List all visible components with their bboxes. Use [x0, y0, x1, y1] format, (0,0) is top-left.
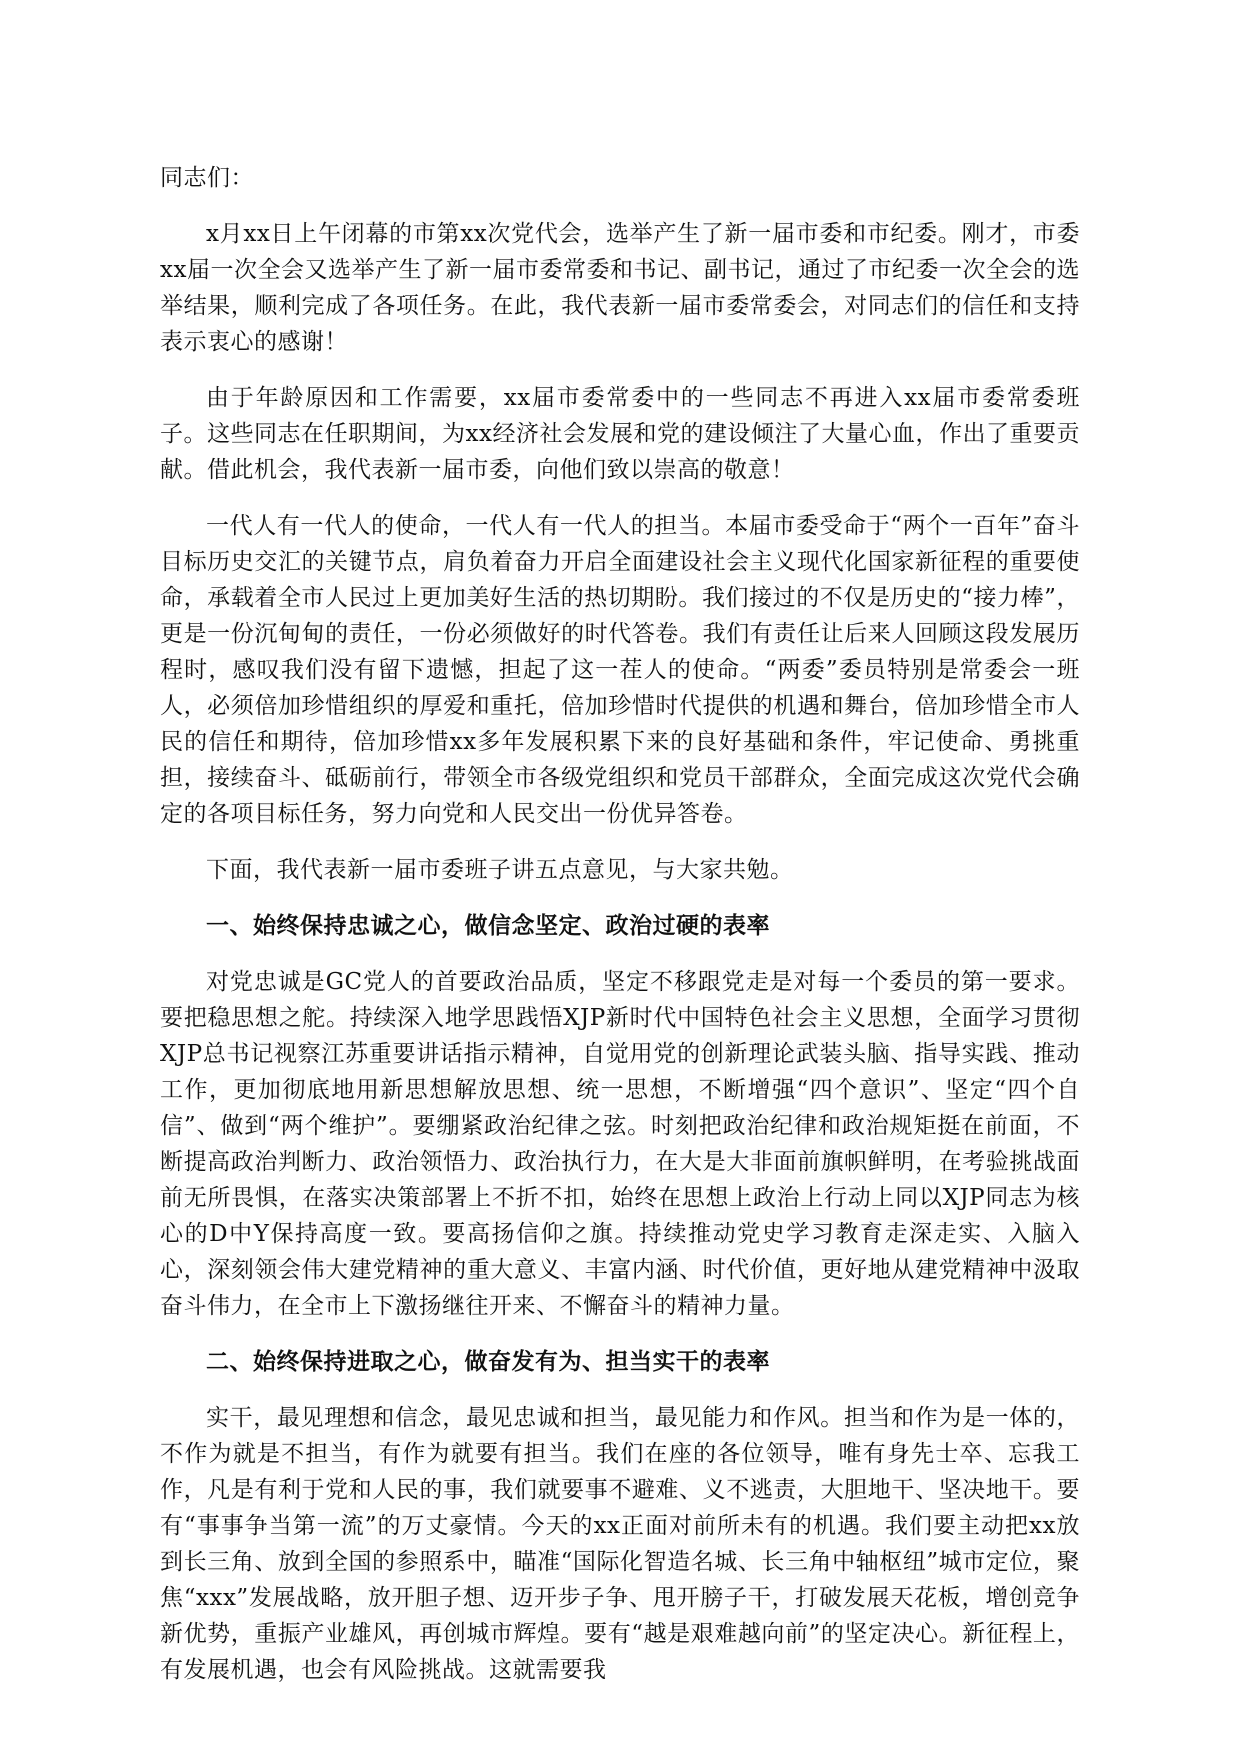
salutation: 同志们： — [160, 165, 254, 191]
paragraph-tribute: 由于年龄原因和工作需要，xx届市委常委中的一些同志不再进入xx届市委常委班子。这些同志在任职期间，为xx经济社会发展和党的建设倾注了大量心血，作出了重要贡献。借此机会，我代表新一届市委，向他们致以崇高的敬意！ — [160, 385, 1080, 483]
section-body-2: 实干，最见理想和信念，最见忠诚和担当，最见能力和作风。担当和作为是一体的，不作为就是不担当，有作为就要有担当。我们在座的各位领导，唯有身先士卒、忘我工作，凡是有利于党和人民的事，我们就要事不避难、义不逃责，大胆地干、坚决地干。要有“事事争当第一流”的万丈豪情。今天的xx正面对前所未有的机遇。我们要主动把xx放到长三角、放到全国的参照系中，瞄准“国际化智造名城、长三角中轴枢纽”城市定位，聚焦“xxx”发展战略，放开胆子想、迈开步子争、甩开膀子干，打破发展天花板，增创竞争新优势，重振产业雄风，再创城市辉煌。要有“越是艰难越向前”的坚定决心。新征程上，有发展机遇，也会有风险挑战。这就需要我 — [160, 1405, 1080, 1683]
section-heading-1: 一、始终保持忠诚之心，做信念坚定、政治过硬的表率 — [206, 912, 770, 939]
speech-body — [160, 160, 1080, 1708]
paragraph-opening: x月xx日上午闭幕的市第xx次党代会，选举产生了新一届市委和市纪委。刚才，市委xx届一次全会又选举产生了新一届市委常委和书记、副书记，通过了市纪委一次全会的选举结果，顺利完成了各项任务。在此，我代表新一届市委常委会，对同志们的信任和支持表示衷心的感谢！ — [160, 221, 1080, 355]
section-heading-2: 二、始终保持进取之心，做奋发有为、担当实干的表率 — [206, 1348, 770, 1375]
paragraph-intro-points: 下面，我代表新一届市委班子讲五点意见，与大家共勉。 — [206, 857, 794, 883]
section-body-1: 对党忠诚是GC党人的首要政治品质，坚定不移跟党走是对每一个委员的第一要求。要把稳思想之舵。持续深入地学思践悟XJP新时代中国特色社会主义思想，全面学习贯彻XJP总书记视察江苏重要讲话指示精神，自觉用党的创新理论武装头脑、指导实践、推动工作，更加彻底地用新思想解放思想、统一思想，不断增强“四个意识”、坚定“四个自信”、做到“两个维护”。要绷紧政治纪律之弦。时刻把政治纪律和政治规矩挺在前面，不断提高政治判断力、政治领悟力、政治执行力，在大是大非面前旗帜鲜明，在考验挑战面前无所畏惧，在落实决策部署上不折不扣，始终在思想上政治上行动上同以XJP同志为核心的D中Y保持高度一致。要高扬信仰之旗。持续推动党史学习教育走深走实、入脑入心，深刻领会伟大建党精神的重大意义、丰富内涵、时代价值，更好地从建党精神中汲取奋斗伟力，在全市上下激扬继往开来、不懈奋斗的精神力量。 — [160, 969, 1080, 1319]
paragraph-mission: 一代人有一代人的使命，一代人有一代人的担当。本届市委受命于“两个一百年”奋斗目标历史交汇的关键节点，肩负着奋力开启全面建设社会主义现代化国家新征程的重要使命，承载着全市人民过上更加美好生活的热切期盼。我们接过的不仅是历史的“接力棒”，更是一份沉甸甸的责任，一份必须做好的时代答卷。我们有责任让后来人回顾这段发展历程时，感叹我们没有留下遗憾，担起了这一茬人的使命。“两委”委员特别是常委会一班人，必须倍加珍惜组织的厚爱和重托，倍加珍惜时代提供的机遇和舞台，倍加珍惜全市人民的信任和期待，倍加珍惜xx多年发展积累下来的良好基础和条件，牢记使命、勇挑重担，接续奋斗、砥砺前行，带领全市各级党组织和党员干部群众，全面完成这次党代会确定的各项目标任务，努力向党和人民交出一份优异答卷。 — [160, 513, 1080, 827]
